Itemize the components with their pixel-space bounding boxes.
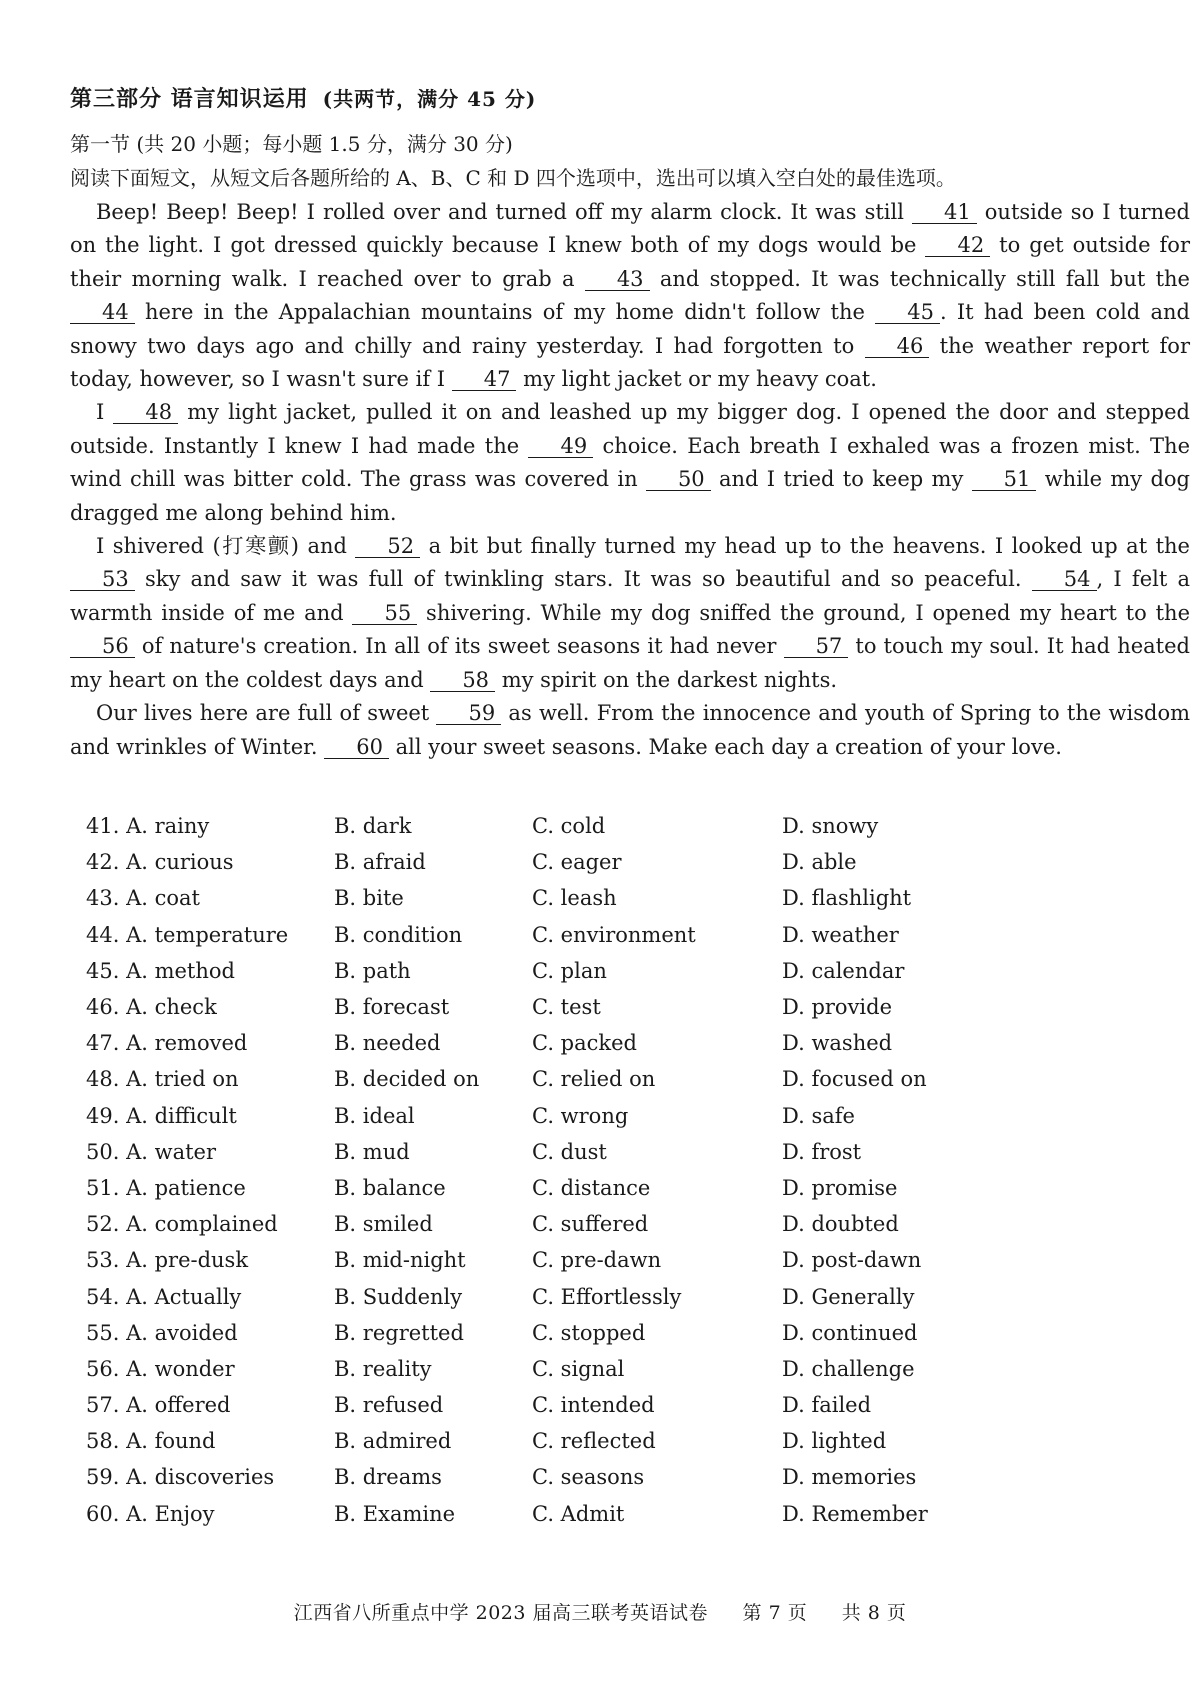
passage-text: to touch my soul. It had heated my heart on the coldest days and bbox=[70, 634, 1190, 692]
blank-49: 49 bbox=[528, 435, 593, 458]
option-a: 44. A. temperature bbox=[86, 922, 289, 947]
option-c: C. leash bbox=[532, 886, 617, 911]
passage-text: . It had been cold and snowy two days ago and chilly and rainy yesterday. I had forgotten to bbox=[70, 300, 1190, 358]
passage-text: Our lives here are full of sweet bbox=[96, 701, 437, 726]
option-row bbox=[86, 1061, 1146, 1097]
option-b: B. regretted bbox=[334, 1320, 464, 1345]
option-c: C. eager bbox=[532, 850, 622, 875]
answer-options bbox=[86, 808, 1146, 1532]
option-row bbox=[86, 989, 1146, 1025]
blank-60: 60 bbox=[324, 736, 389, 759]
option-row bbox=[86, 880, 1146, 916]
blank-56: 56 bbox=[70, 635, 135, 658]
blank-52: 52 bbox=[355, 535, 420, 558]
option-a: 43. A. coat bbox=[86, 886, 200, 911]
passage-paragraph bbox=[70, 530, 1190, 697]
blank-45: 45 bbox=[875, 301, 940, 324]
option-d: D. post-dawn bbox=[782, 1248, 922, 1273]
option-a: 51. A. patience bbox=[86, 1175, 246, 1200]
option-a: 42. A. curious bbox=[86, 850, 234, 875]
passage-text: and I tried to keep my bbox=[710, 467, 972, 492]
option-a: 54. A. Actually bbox=[86, 1284, 242, 1309]
passage-text: shivering. While my dog sniffed the ground, I opened my heart to the bbox=[417, 600, 1190, 625]
option-row bbox=[86, 1496, 1146, 1532]
instruction-text: 阅读下面短文，从短文后各题所给的 A、B、C 和 D 四个选项中，选出可以填入空白处的最佳选项。 bbox=[70, 166, 956, 190]
section-score-note: (共两节，满分 45 分) bbox=[322, 87, 537, 111]
option-c: C. pre-dawn bbox=[532, 1248, 662, 1273]
total-pages: 共 8 页 bbox=[841, 1602, 907, 1624]
option-row bbox=[86, 844, 1146, 880]
option-a: 48. A. tried on bbox=[86, 1067, 239, 1092]
blank-50: 50 bbox=[646, 468, 711, 491]
option-c: C. seasons bbox=[532, 1465, 645, 1490]
passage-paragraph bbox=[70, 697, 1190, 764]
option-d: D. safe bbox=[782, 1103, 855, 1128]
passage-text: here in the Appalachian mountains of my home didn't follow the bbox=[134, 300, 876, 325]
option-b: B. bite bbox=[334, 886, 404, 911]
option-b: B. mud bbox=[334, 1139, 410, 1164]
passage-text: my spirit on the darkest nights. bbox=[495, 667, 838, 692]
passage-text: a bit but finally turned my head up to the heavens. I looked up at the bbox=[420, 534, 1190, 559]
option-c: C. Admit bbox=[532, 1501, 625, 1526]
blank-55: 55 bbox=[352, 602, 417, 625]
blank-47: 47 bbox=[452, 368, 517, 391]
option-d: D. continued bbox=[782, 1320, 918, 1345]
passage-text: I bbox=[96, 400, 114, 425]
section-title bbox=[70, 82, 536, 113]
option-b: B. Suddenly bbox=[334, 1284, 463, 1309]
option-b: B. dark bbox=[334, 814, 412, 839]
blank-57: 57 bbox=[784, 635, 849, 658]
option-row bbox=[86, 917, 1146, 953]
option-c: C. cold bbox=[532, 814, 606, 839]
option-c: C. wrong bbox=[532, 1103, 629, 1128]
blank-42: 42 bbox=[925, 234, 990, 257]
blank-51: 51 bbox=[972, 468, 1037, 491]
option-b: B. balance bbox=[334, 1175, 446, 1200]
option-b: B. mid-night bbox=[334, 1248, 466, 1273]
option-c: C. plan bbox=[532, 958, 607, 983]
option-d: D. memories bbox=[782, 1465, 917, 1490]
option-row bbox=[86, 1170, 1146, 1206]
option-a: 60. A. Enjoy bbox=[86, 1501, 215, 1526]
exam-name: 江西省八所重点中学 2023 届高三联考英语试卷 bbox=[293, 1602, 708, 1624]
option-a: 45. A. method bbox=[86, 958, 235, 983]
passage-text: as well. From the innocence and youth of Spring to the wisdom and wrinkles of Winter. bbox=[70, 701, 1190, 759]
option-b: B. forecast bbox=[334, 995, 450, 1020]
passage-paragraph bbox=[70, 196, 1190, 396]
option-b: B. smiled bbox=[334, 1212, 433, 1237]
passage-text: Beep! Beep! Beep! I rolled over and turned off my alarm clock. It was still bbox=[96, 200, 912, 224]
option-row bbox=[86, 1134, 1146, 1170]
option-c: C. relied on bbox=[532, 1067, 656, 1092]
option-c: C. intended bbox=[532, 1393, 655, 1418]
option-a: 56. A. wonder bbox=[86, 1356, 235, 1381]
option-a: 55. A. avoided bbox=[86, 1320, 238, 1345]
passage-text: my light jacket or my heavy coat. bbox=[516, 367, 877, 392]
option-b: B. refused bbox=[334, 1393, 444, 1418]
option-c: C. stopped bbox=[532, 1320, 646, 1345]
option-row bbox=[86, 1459, 1146, 1495]
option-a: 59. A. discoveries bbox=[86, 1465, 275, 1490]
blank-44: 44 bbox=[70, 301, 135, 324]
passage-text: and stopped. It was technically still fall but the bbox=[649, 266, 1190, 291]
option-c: C. packed bbox=[532, 1031, 637, 1056]
option-d: D. focused on bbox=[782, 1067, 927, 1092]
option-b: B. Examine bbox=[334, 1501, 456, 1526]
passage-text: outside so I turned on the light. I got dressed quickly because I knew both of my dogs would be bbox=[70, 200, 1190, 258]
passage-text: I shivered (打寒颤) and bbox=[96, 534, 356, 559]
option-c: C. reflected bbox=[532, 1429, 656, 1454]
option-d: D. washed bbox=[782, 1031, 893, 1056]
option-c: C. suffered bbox=[532, 1212, 649, 1237]
section-heading: 第三部分 语言知识运用 bbox=[70, 86, 309, 112]
option-b: B. decided on bbox=[334, 1067, 480, 1092]
option-row bbox=[86, 1242, 1146, 1278]
blank-54: 54 bbox=[1032, 568, 1097, 591]
option-d: D. Remember bbox=[782, 1501, 928, 1526]
option-row bbox=[86, 1098, 1146, 1134]
option-b: B. condition bbox=[334, 922, 463, 947]
blank-48: 48 bbox=[113, 401, 178, 424]
option-d: D. failed bbox=[782, 1393, 872, 1418]
option-a: 50. A. water bbox=[86, 1139, 216, 1164]
passage-text: , I felt a warmth inside of me and bbox=[70, 567, 1191, 625]
option-c: C. environment bbox=[532, 922, 696, 947]
option-a: 57. A. offered bbox=[86, 1393, 231, 1418]
passage-text: to get outside for their morning walk. I reached over to grab a bbox=[70, 233, 1190, 291]
option-c: C. signal bbox=[532, 1356, 625, 1381]
option-a: 47. A. removed bbox=[86, 1031, 248, 1056]
passage-text: of nature's creation. In all of its sweet seasons it had never bbox=[134, 634, 784, 659]
option-d: D. weather bbox=[782, 922, 899, 947]
option-row bbox=[86, 1025, 1146, 1061]
option-row bbox=[86, 953, 1146, 989]
option-b: B. dreams bbox=[334, 1465, 442, 1490]
option-a: 58. A. found bbox=[86, 1429, 216, 1454]
blank-41: 41 bbox=[912, 201, 977, 224]
blank-59: 59 bbox=[436, 702, 501, 725]
option-row bbox=[86, 1206, 1146, 1242]
option-a: 52. A. complained bbox=[86, 1212, 278, 1237]
option-a: 49. A. difficult bbox=[86, 1103, 237, 1128]
passage-text: all your sweet seasons. Make each day a creation of your love. bbox=[388, 734, 1062, 759]
option-d: D. able bbox=[782, 850, 857, 875]
blank-46: 46 bbox=[865, 335, 930, 358]
option-c: C. distance bbox=[532, 1175, 651, 1200]
passage-text: choice. Each breath I exhaled was a frozen mist. The wind chill was bitter cold. The grass was covered in bbox=[70, 433, 1191, 492]
option-a: 53. A. pre-dusk bbox=[86, 1248, 249, 1273]
option-d: D. frost bbox=[782, 1139, 862, 1164]
option-b: B. admired bbox=[334, 1429, 452, 1454]
option-row bbox=[86, 1387, 1146, 1423]
option-b: B. afraid bbox=[334, 850, 426, 875]
option-d: D. lighted bbox=[782, 1429, 887, 1454]
option-c: C. test bbox=[532, 995, 601, 1020]
option-b: B. needed bbox=[334, 1031, 441, 1056]
page-number: 第 7 页 bbox=[742, 1602, 808, 1624]
passage-paragraph bbox=[70, 396, 1190, 530]
passage-text: the weather report for today, however, so I wasn't sure if I bbox=[70, 333, 1190, 392]
cloze-passage bbox=[70, 196, 1190, 764]
option-d: D. calendar bbox=[782, 958, 905, 983]
page-footer bbox=[0, 1598, 1200, 1625]
option-d: D. promise bbox=[782, 1175, 898, 1200]
option-b: B. path bbox=[334, 958, 411, 983]
option-a: 46. A. check bbox=[86, 995, 217, 1020]
option-row bbox=[86, 1315, 1146, 1351]
passage-text: while my dog dragged me along behind him. bbox=[70, 467, 1190, 525]
blank-43: 43 bbox=[585, 268, 650, 291]
option-b: B. reality bbox=[334, 1356, 432, 1381]
option-d: D. flashlight bbox=[782, 886, 912, 911]
blank-58: 58 bbox=[430, 669, 495, 692]
option-a: 41. A. rainy bbox=[86, 814, 210, 839]
passage-text: sky and saw it was full of twinkling stars. It was so beautiful and so peaceful. bbox=[134, 567, 1032, 592]
subsection-title: 第一节 (共 20 小题；每小题 1.5 分，满分 30 分) bbox=[70, 132, 513, 156]
option-d: D. Generally bbox=[782, 1284, 915, 1309]
option-d: D. provide bbox=[782, 995, 893, 1020]
option-d: D. doubted bbox=[782, 1212, 899, 1237]
option-row bbox=[86, 1351, 1146, 1387]
option-d: D. snowy bbox=[782, 814, 879, 839]
option-b: B. ideal bbox=[334, 1103, 415, 1128]
option-row bbox=[86, 1423, 1146, 1459]
option-row bbox=[86, 808, 1146, 844]
option-row bbox=[86, 1278, 1146, 1314]
option-d: D. challenge bbox=[782, 1356, 915, 1381]
option-c: C. dust bbox=[532, 1139, 607, 1164]
passage-text: my light jacket, pulled it on and leashed up my bigger dog. I opened the door and stepped outside. Instantly I knew I had made the bbox=[70, 400, 1190, 458]
option-c: C. Effortlessly bbox=[532, 1284, 682, 1309]
blank-53: 53 bbox=[70, 568, 135, 591]
